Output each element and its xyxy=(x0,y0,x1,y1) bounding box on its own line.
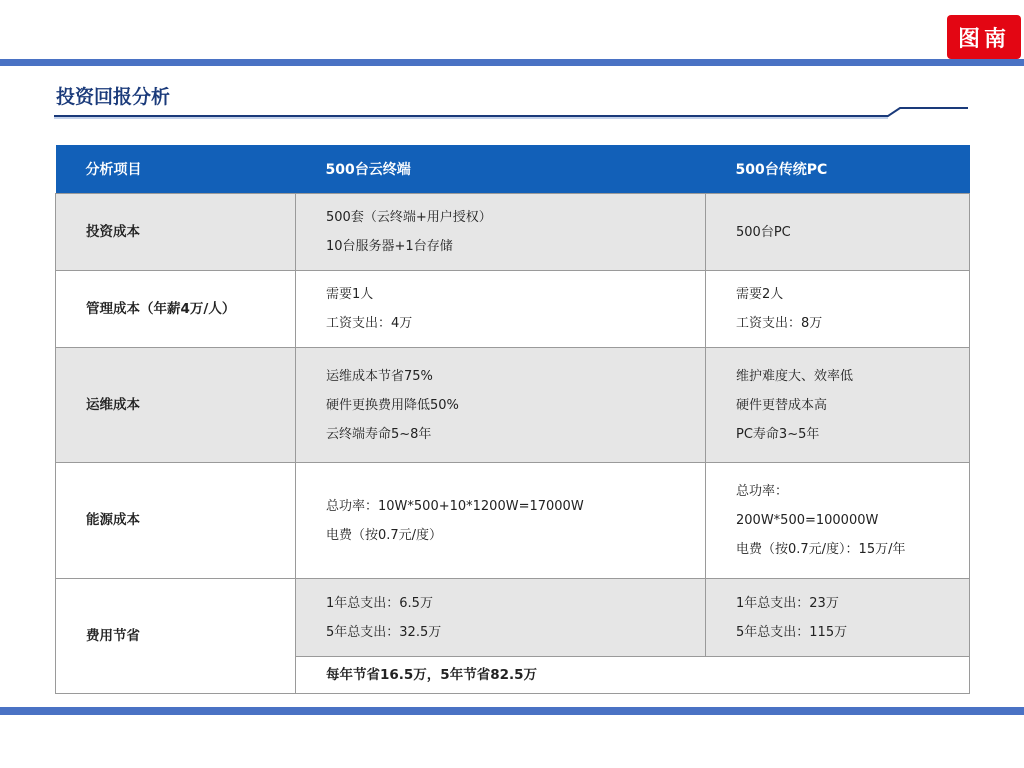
pc-line: 总功率： xyxy=(736,484,789,499)
cloud-cell xyxy=(296,271,706,348)
pc-line: 电费（按0.7元/度）：15万/年 xyxy=(736,542,906,557)
table-row xyxy=(56,348,970,463)
cloud-cell xyxy=(296,463,706,579)
cloud-line: 需要1人 xyxy=(326,287,374,302)
pc-cell xyxy=(706,579,970,657)
table-header-row xyxy=(56,145,970,194)
row-label: 运维成本 xyxy=(56,348,296,463)
page-title: 投资回报分析 xyxy=(56,86,171,108)
savings-summary: 每年节省16.5万，5年节省82.5万 xyxy=(296,657,970,694)
logo-text: 图南 xyxy=(957,25,1010,52)
top-accent-band xyxy=(0,59,1024,66)
title-underline xyxy=(54,80,984,120)
pc-line: PC寿命3~5年 xyxy=(736,426,820,442)
cloud-line: 5年总支出：32.5万 xyxy=(326,624,442,640)
pc-line: 工资支出：8万 xyxy=(736,316,823,331)
header-pc: 500台传统PC xyxy=(706,145,970,194)
header-cloud: 500台云终端 xyxy=(296,145,706,194)
cloud-line: 1年总支出：6.5万 xyxy=(326,595,433,611)
cloud-cell xyxy=(296,348,706,463)
pc-line: 维护难度大、效率低 xyxy=(736,368,854,384)
table-row xyxy=(56,463,970,579)
cloud-line: 硬件更换费用降低50% xyxy=(326,397,459,413)
pc-cell xyxy=(706,463,970,579)
roi-table xyxy=(55,145,970,694)
cloud-line: 工资支出：4万 xyxy=(326,316,413,331)
cloud-line: 总功率：10W*500+10*1200W=17000W xyxy=(326,498,584,514)
pc-line: 需要2人 xyxy=(736,287,784,302)
cloud-cell xyxy=(296,194,706,271)
cloud-line: 10台服务器+1台存储 xyxy=(326,239,453,254)
pc-line: 500台PC xyxy=(736,224,791,240)
pc-line: 1年总支出：23万 xyxy=(736,595,839,611)
row-label: 能源成本 xyxy=(56,463,296,579)
row-label: 费用节省 xyxy=(56,579,296,694)
header-item: 分析项目 xyxy=(56,145,296,194)
bottom-accent-band xyxy=(0,707,1024,715)
pc-line: 200W*500=100000W xyxy=(736,513,879,528)
table-row xyxy=(56,194,970,271)
pc-line: 硬件更替成本高 xyxy=(736,397,828,413)
pc-line: 5年总支出：115万 xyxy=(736,624,848,640)
table-row xyxy=(56,579,970,657)
cloud-line: 500套（云终端+用户授权） xyxy=(326,210,492,225)
table-row xyxy=(56,271,970,348)
cloud-line: 电费（按0.7元/度） xyxy=(326,527,443,543)
pc-cell xyxy=(706,348,970,463)
cloud-line: 云终端寿命5~8年 xyxy=(326,426,432,442)
pc-cell xyxy=(706,194,970,271)
pc-cell xyxy=(706,271,970,348)
row-label: 管理成本（年薪4万/人） xyxy=(56,271,296,348)
cloud-line: 运维成本节省75% xyxy=(326,368,433,384)
logo xyxy=(947,15,1021,59)
row-label: 投资成本 xyxy=(56,194,296,271)
cloud-cell xyxy=(296,579,706,657)
